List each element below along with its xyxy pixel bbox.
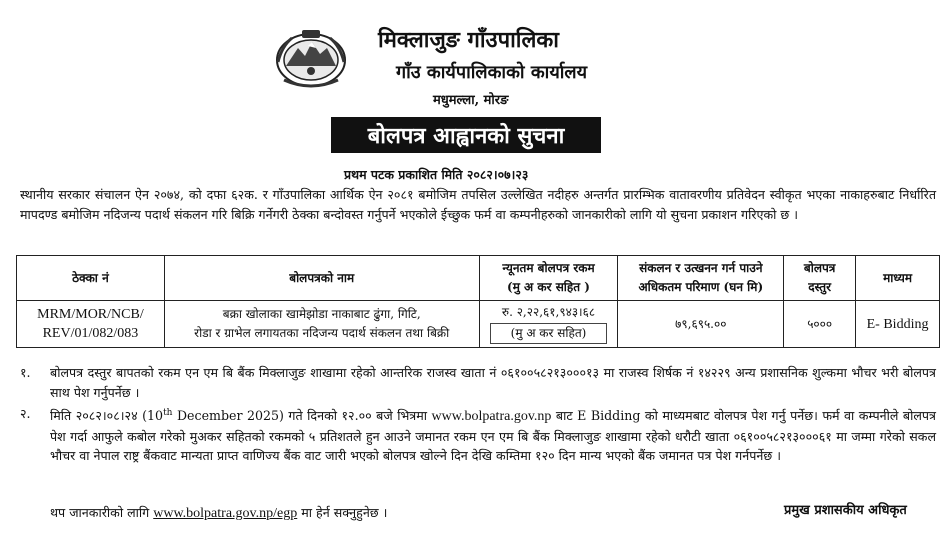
tender-table	[16, 255, 940, 348]
note-2	[20, 404, 936, 504]
cell-contract-no: MRM/MOR/NCB/ REV/01/082/083	[17, 301, 165, 348]
municipality-emblem-icon	[272, 22, 350, 92]
cell-tender-name: बक्रा खोलाका खामेझोडा नाकाबाट ढुंगा, गिटि, रोडा र ग्राभेल लगायतका नदिजन्य पदार्थ संकलन तथा बिक्री	[164, 301, 479, 348]
intro-paragraph: स्थानीय सरकार संचालन ऐन २०७४, को दफा ६२क. र गाँउपालिका आर्थिक ऐन २०८१ बमोजिम तपसिल उल्लेखित नदीहरु अन्तर्गत प्रारम्भिक वातावरणीय प्रतिवेदन स्वीकृत भएका नाकाहरुबाट निर्धारित मापदण्ड बमोजिम नदिजन्य पदार्थ संकलन गरि बिक्रि गर्नेगरी ठेक्का बन्दोवस्त गर्नुपर्ने भएकोले ईच्छुक फर्म वा कम्पनीहरुको जानकारीको लागि यो सुचना प्रकाशन गरिएको छ ।	[20, 187, 936, 222]
col-tender-name: बोलपत्रको नाम	[164, 256, 479, 301]
col-fee: बोलपत्र दस्तुर	[784, 256, 856, 301]
cell-max-quantity: ७९,६९५.००	[618, 301, 784, 348]
notice-title: बोलपत्र आह्वानको सुचना	[331, 117, 601, 153]
note-text: मिति २०८२।०८।२४ (10th December 2025) गते दिनको १२.०० बजे भित्रमा www.bolpatra.gov.np बाट E Bidding को माध्यमबाट वोलपत्र पेश गर्नु पर्नेछ। फर्म वा कम्पनीले बोलपत्र पेश गर्दा आफुले कबोल गरेको मुअकर सहितको रकमको ५ प्रतिशतले हुन आउने जमानत रकम एन एम बि बैंक मिक्लाजुङ शाखामा रहेको धरौटी खाता ०६१००५८२१३०००६१ मा जम्मा गरेको सकल भौचर वा नेपाल राष्ट्र बैंकवाट मान्यता प्राप्त वाणिज्य बैंक वाट जारी भएको बोलपत्र खोल्ने दिन देखि कम्तिमा १२० दिन मान्य भएको बैंक जमानत पत्र पेश गर्नपर्नेछ ।	[50, 408, 936, 464]
egp-link[interactable]: www.bolpatra.gov.np/egp	[153, 506, 298, 521]
office-name: गाँउ कार्यपालिकाको कार्यालय	[396, 62, 588, 83]
office-address: मधुमल्ला, मोरङ	[433, 93, 509, 108]
note-number: २.	[20, 406, 31, 421]
org-name: मिक्लाजुङ गाँउपालिका	[378, 27, 559, 53]
cell-medium: E- Bidding	[856, 301, 940, 348]
first-published-date: प्रथम पटक प्रकाशित मिति २०८२।०७।२३	[344, 167, 529, 182]
table-row	[17, 301, 940, 348]
table-header-row	[17, 256, 940, 301]
col-max-quantity: संकलन र उत्खनन गर्न पाउने अधिकतम परिमाण (घन मि)	[618, 256, 784, 301]
note-1	[20, 363, 936, 403]
more-info-line: थप जानकारीको लागि www.bolpatra.gov.np/egp मा हेर्न सक्नुहुनेछ ।	[50, 505, 388, 521]
signatory: प्रमुख प्रशासकीय अधिकृत	[784, 503, 907, 518]
note-text: बोलपत्र दस्तुर बापतको रकम एन एम बि बैंक मिक्लाजुङ शाखामा रहेको आन्तरिक राजस्व खाता नं ०६१००५८२१३०००१३ मा राजस्व शिर्षक नं १४२२९ अन्य प्रशासनिक शुल्कमा भौचर भरी बोलपत्र साथ पेश गर्नुपर्नेछ ।	[50, 365, 936, 400]
bolpatra-link[interactable]: www.bolpatra.gov.np	[431, 409, 552, 425]
note-number: १.	[20, 365, 31, 380]
cell-min-amount: रु. २,२२,६१,९४३।६८ (मु अ कर सहित)	[479, 301, 618, 348]
col-medium: माध्यम	[856, 256, 940, 301]
col-contract-no: ठेक्का नं	[17, 256, 165, 301]
col-min-amount: न्यूनतम बोलपत्र रकम (मु अ कर सहित )	[479, 256, 618, 301]
cell-fee: ५०००	[784, 301, 856, 348]
